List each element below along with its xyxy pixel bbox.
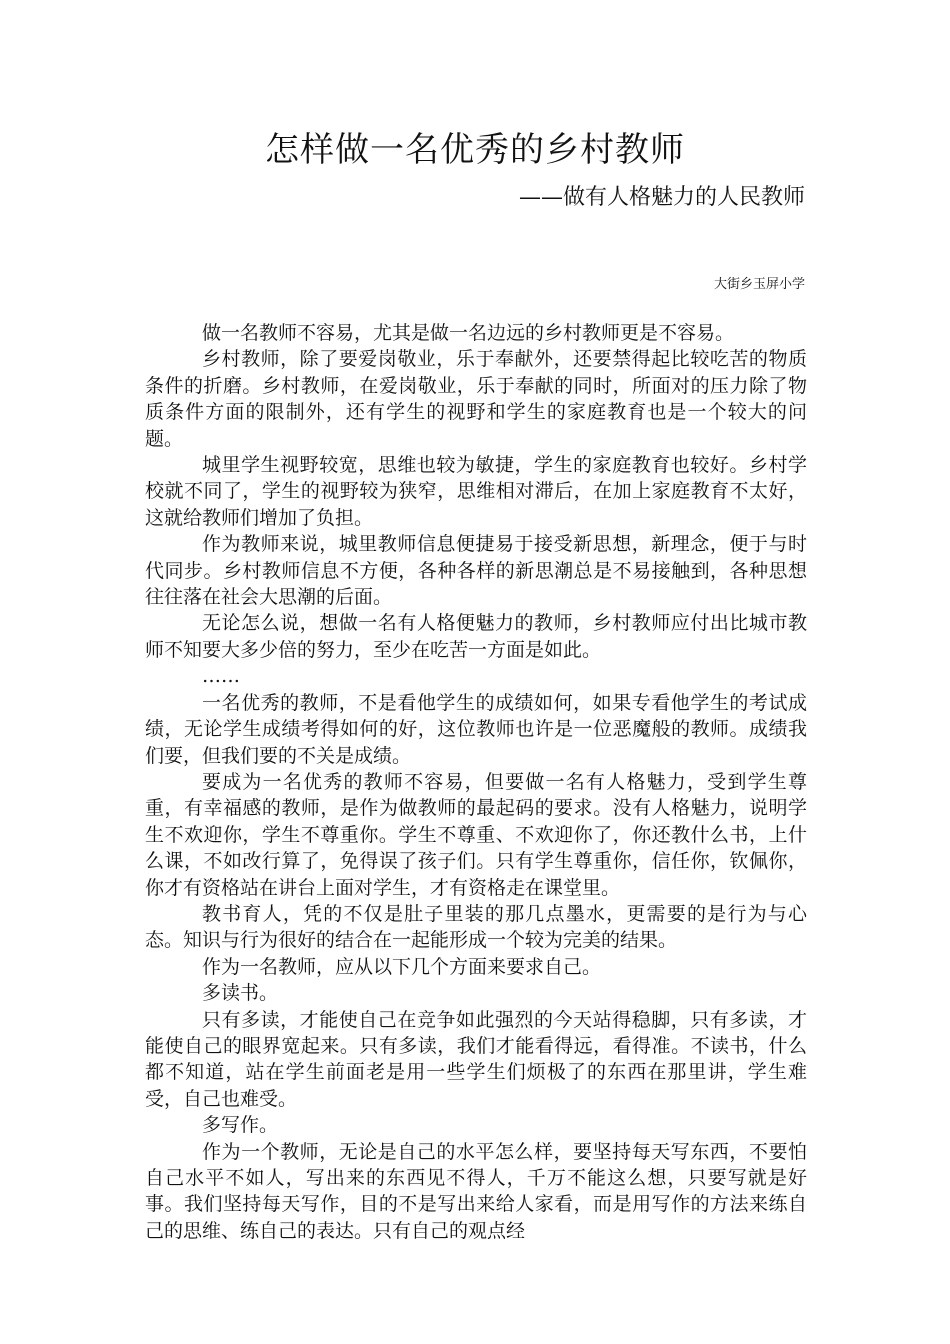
paragraph: 乡村教师，除了要爱岗敬业，乐于奉献外，还要禁得起比较吃苦的物质条件的折磨。乡村教师，在爱岗敬业，乐于奉献的同时，所面对的压力除了物质条件方面的限制外，还有学生的视野和学生的家庭教育也是一个较大的问题。 [145,348,807,450]
paragraph: 城里学生视野较宽，思维也较为敏捷，学生的家庭教育也较好。乡村学校就不同了，学生的视野较为狭窄，思维相对滞后，在加上家庭教育不太好，这就给教师们增加了负担。 [145,454,807,529]
paragraph: 作为教师来说，城里教师信息便捷易于接受新思想，新理念，便于与时代同步。乡村教师信息不方便，各种各样的新思潮总是不易接触到，各种思想往往落在社会大思潮的后面。 [145,533,807,609]
section-heading: 多读书。 [202,982,279,1005]
paragraph: 作为一名教师，应从以下几个方面来要求自己。 [202,955,602,978]
document-body [145,320,807,1244]
author-line: 大街乡玉屏小学 [713,277,805,292]
paragraph: 要成为一名优秀的教师不容易，但要做一名有人格魅力，受到学生尊重，有幸福感的教师，是作为做教师的最起码的要求。没有人格魅力，说明学生不欢迎你，学生不尊重你。学生不尊重、不欢迎你了，你还教什么书，上什么课，不如改行算了，免得误了孩子们。只有学生尊重你，信任你，钦佩你，你才有资格站在讲台上面对学生，才有资格走在课堂里。 [145,770,807,899]
paragraph: 一名优秀的教师，不是看他学生的成绩如何，如果专看他学生的考试成绩，无论学生成绩考得如何的好，这位教师也许是一位恶魔般的教师。成绩我们要，但我们要的不关是成绩。 [145,691,807,767]
section-heading: 多写作。 [202,1114,279,1137]
paragraph: 作为一个教师，无论是自己的水平怎么样，要坚持每天写东西，不要怕自己水平不如人，写出来的东西见不得人，千万不能这么想，只要写就是好事。我们坚持每天写作，目的不是写出来给人家看，而是用写作的方法来练自己的思维、练自己的表达。只有自己的观点经 [145,1140,807,1242]
page-title: 怎样做一名优秀的乡村教师 [265,130,685,170]
paragraph: 无论怎么说，想做一名有人格便魅力的教师，乡村教师应付出比城市教师不知要大多少倍的努力，至少在吃苦一方面是如此。 [145,612,807,661]
paragraph: 只有多读，才能使自己在竞争如此强烈的今天站得稳脚，只有多读，才能使自己的眼界宽起来。只有多读，我们才能看得远，看得准。不读书，什么都不知道，站在学生前面老是用一些学生们烦极了的东西在那里讲，学生难受，自己也难受。 [145,1008,807,1110]
page-subtitle: ——做有人格魅力的人民教师 [518,185,805,210]
paragraph: 做一名教师不容易，尤其是做一名边远的乡村教师更是不容易。 [202,322,735,344]
ellipsis-line: …… [202,665,240,688]
paragraph: 教书育人，凭的不仅是肚子里装的那几点墨水，更需要的是行为与心态。知识与行为很好的结合在一起能形成一个较为完美的结果。 [145,902,807,952]
